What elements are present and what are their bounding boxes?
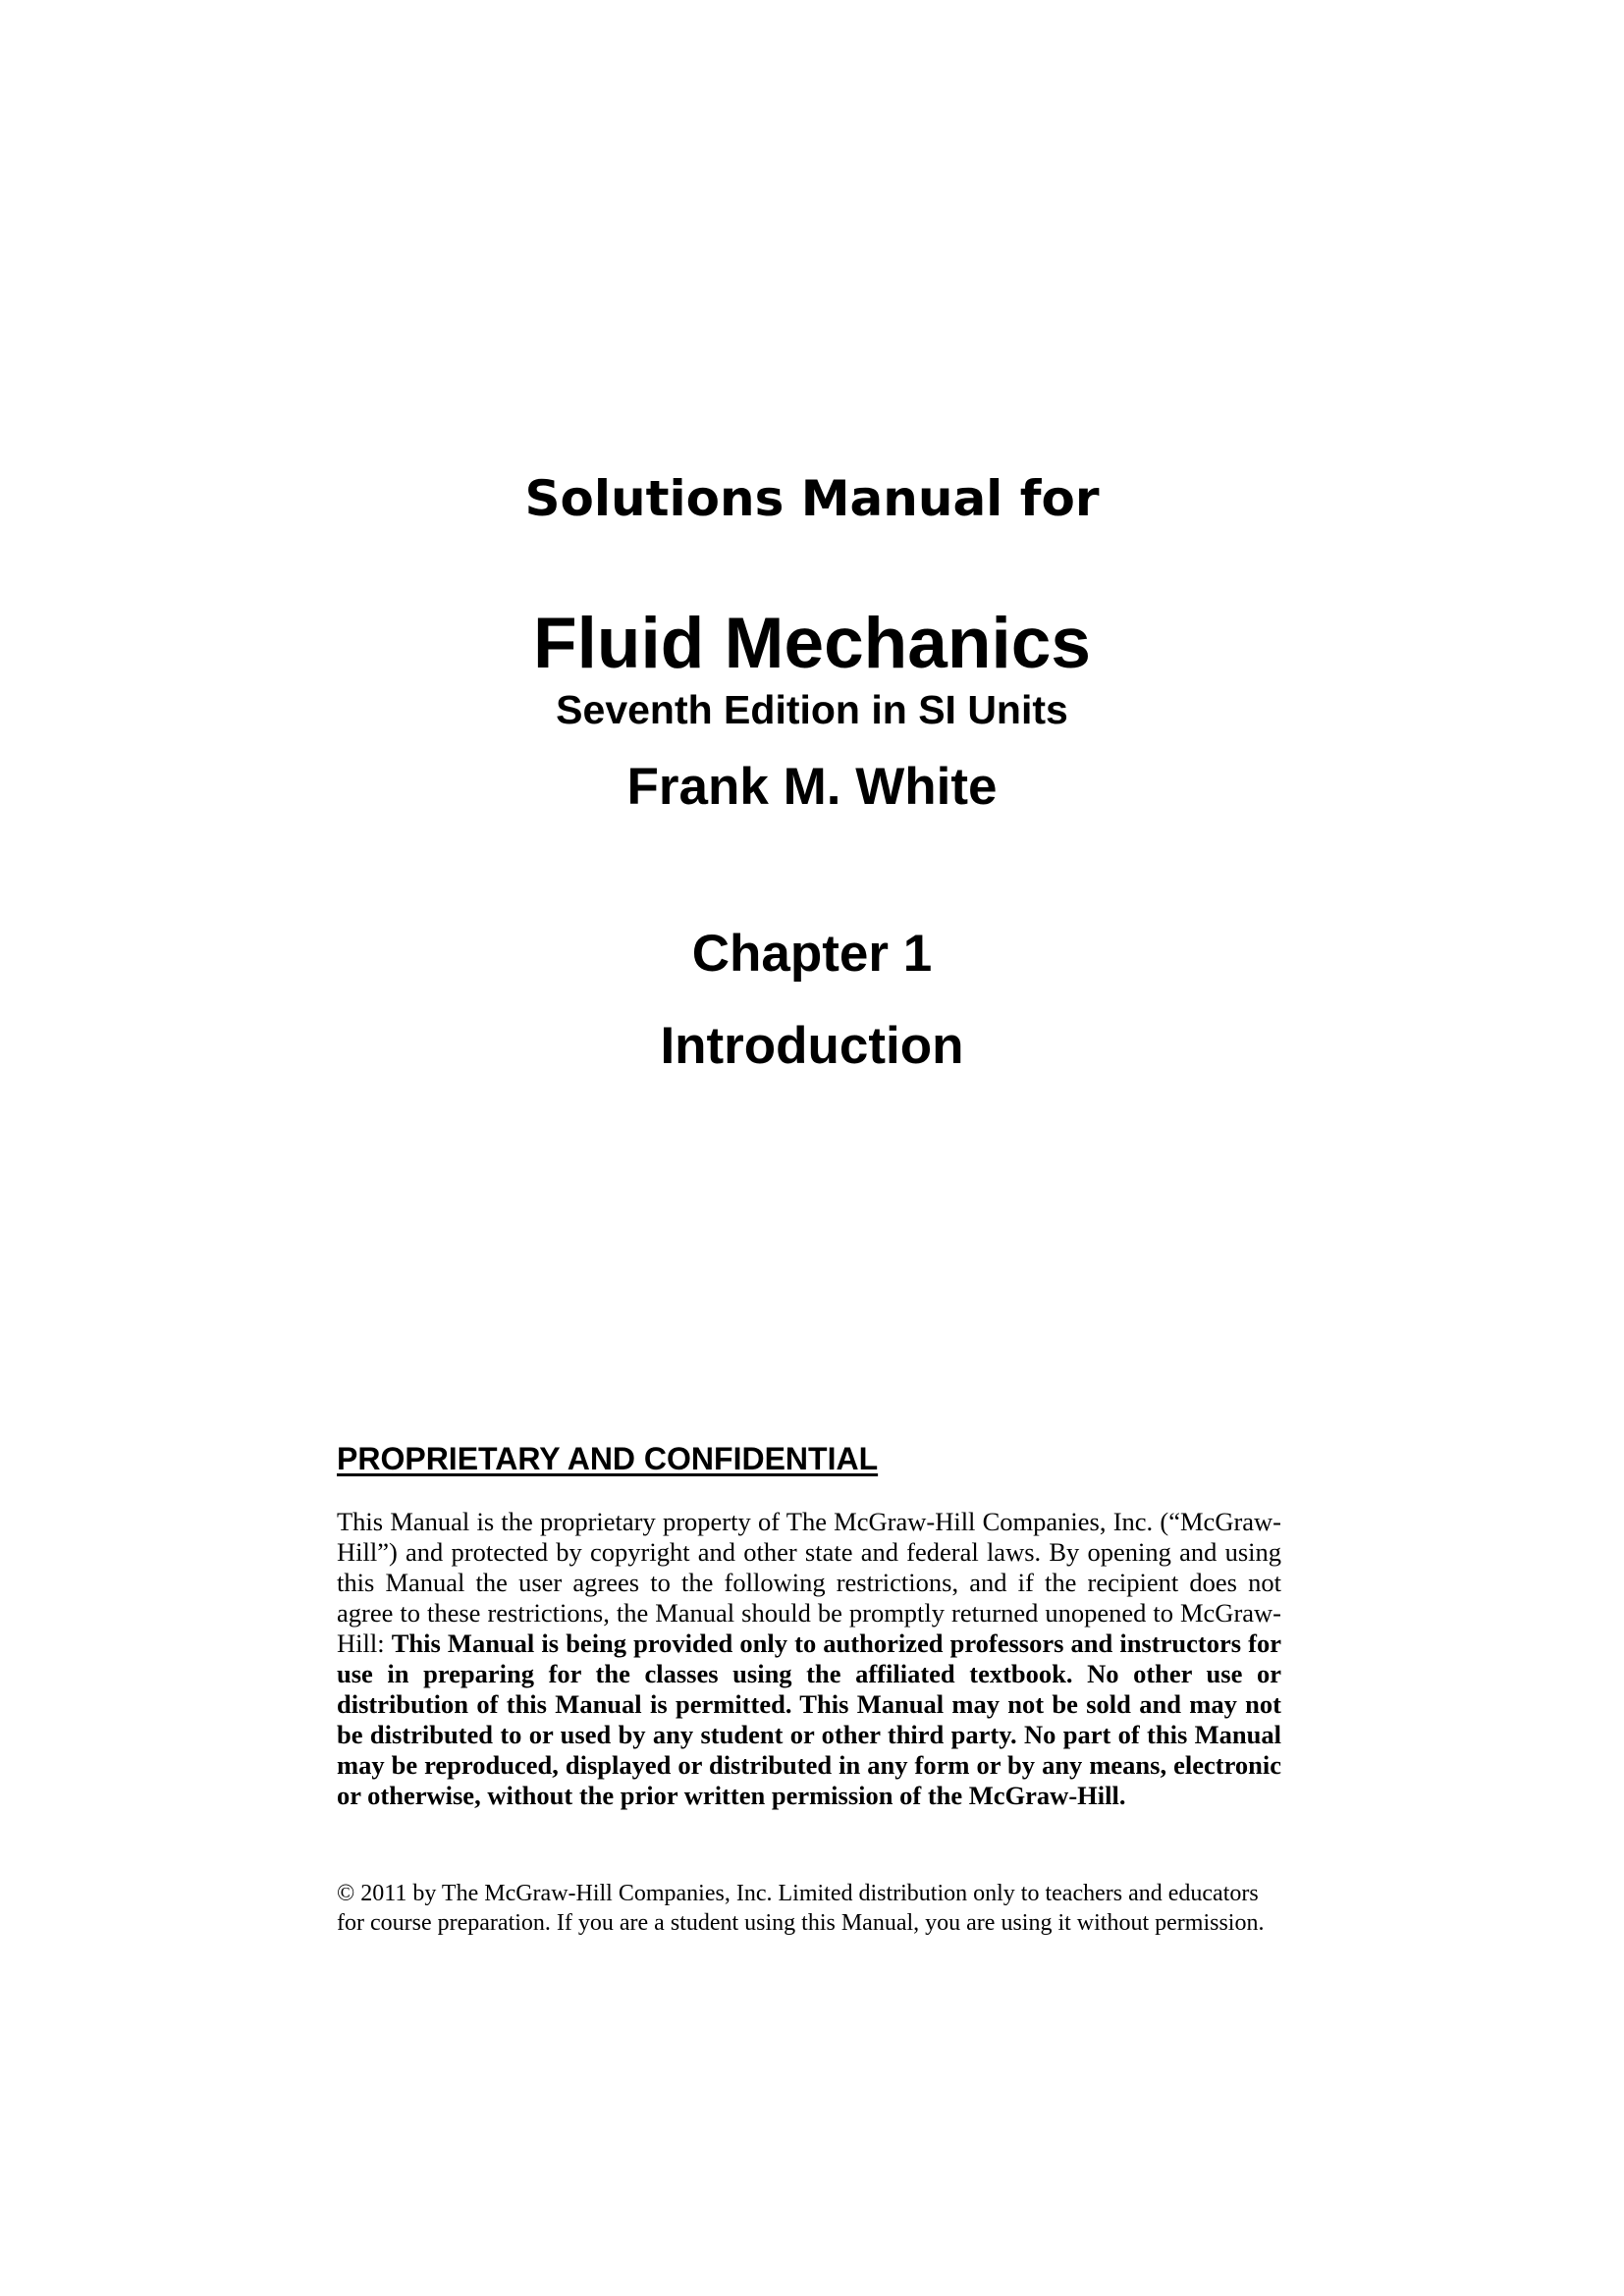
confidential-notice <box>337 1507 1281 1811</box>
notice-bold-text: This Manual is being provided only to authorized professors and instructors for use in preparing for the classes using the affiliated textbook. No other use or distribution of this Manual is permitted. This Manual may not be sold and may not be distributed to or used by any student or other third party. No part of this Manual may be reproduced, displayed or distributed in any form or by any means, electronic or otherwise, without the prior written permission of the McGraw-Hill. <box>337 1629 1281 1810</box>
solutions-manual-heading: Solutions Manual for <box>524 470 1100 527</box>
copyright-notice <box>337 1879 1299 1938</box>
copyright-line-2: for course preparation. If you are a student using this Manual, you are using it without permission. <box>337 1910 1265 1936</box>
confidential-heading: PROPRIETARY AND CONFIDENTIAL <box>337 1441 879 1476</box>
copyright-line-1: © 2011 by The McGraw-Hill Companies, Inc. Limited distribution only to teachers and educators <box>337 1881 1259 1906</box>
notice-plain-text: This Manual is the proprietary property of The McGraw-Hill Companies, Inc. (“McGraw-Hill”) and protected by copyright and other state and federal laws. By opening and using this Manual the user agrees to the following restrictions, and if the recipient does not agree to these restrictions, the Manual should be promptly returned unopened to McGraw-Hill: <box>337 1507 1281 1658</box>
book-title: Fluid Mechanics <box>533 604 1091 683</box>
chapter-title: Introduction <box>660 1017 964 1075</box>
author-name: Frank M. White <box>626 758 998 816</box>
edition-subtitle: Seventh Edition in SI Units <box>556 687 1068 732</box>
chapter-number: Chapter 1 <box>691 925 933 983</box>
